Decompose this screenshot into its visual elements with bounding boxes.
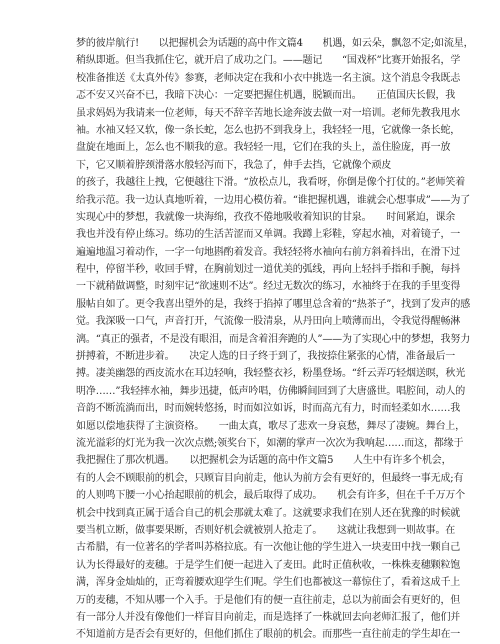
text-line: 搏。凄美幽怨的西皮流水在耳边轻响，我轻整衣衫，粉墨登场。“纤云弄巧轻烟送暝，秋光 bbox=[76, 368, 466, 380]
text-line: 的孩子，我越往上拽，它便越往下滑。“放松点儿，我看呀，你倒是像个打仗的。”老师笑着 bbox=[76, 177, 466, 189]
text-line: 遍遍地温习着动作，一字一句地斟酌着发音。我轻轻将水袖向右前方斜着抖出，在滑下过 bbox=[76, 246, 461, 258]
text-line: 满，浑身金灿灿的，正弯着腰欢迎学生们呢。学生们也都被这一幕惊住了，看着这成千上 bbox=[76, 577, 461, 589]
text-line: 实现心中的梦想，我就像一块海绵，孜孜不倦地吸收着知识的甘泉。 时间紧迫，课余 bbox=[76, 211, 456, 223]
text-line: 有的人会不顾眼前的机会，只顾盲目向前走，他认为前方会有更好的，但最终一事无成;有 bbox=[76, 472, 464, 484]
text-line: 明净……”我轻摔水袖，舞步迅捷，低声吟唱，仿佛瞬间回到了大唐盛世。唱腔间，动人的 bbox=[76, 385, 466, 397]
text-line: 的人则鸣下腰一小心抬起眼前的机会，最后取得了成功。 机会有许多，但在千千万万个 bbox=[76, 490, 465, 502]
text-line: 梦的彼岸航行! 以把握机会为话题的高中作文篇4 机遇，如云朵，飘忽不定;如流星， bbox=[76, 38, 474, 49]
text-line: 漓。“真正的强者，不是没有眼泪，而是含着泪奔跑的人”——为了实现心中的梦想，我努力 bbox=[76, 333, 471, 345]
text-line: 拼搏着，不断进步着。 决定人选的日子终于到了，我按捺住紧张的心情，准备最后一 bbox=[76, 351, 456, 363]
text-line: 音韵不断流淌而出，时而婉转悠扬，时而如泣如诉，时而高亢有力，时而轻柔如水……我 bbox=[76, 403, 461, 415]
text-line: 觉。我深吸一口气，声音打开，气流像一股清泉，从丹田向上喷薄而出，令我觉得醒畅淋 bbox=[76, 316, 461, 328]
text-line: 如愿以偿地获得了主演资格。 一曲太真，歌尽了悲欢一身哀愁，舞尽了凄婉。舞台上， bbox=[76, 420, 465, 432]
text-line: 万的麦穗，不知从哪一个入手。于是他们有的便一直往前走，总以为前面会有更好的，但 bbox=[76, 594, 461, 606]
text-line: 袖。水袖又轻又软，像一条长蛇，怎么也扔不到我身上，我轻轻一甩，它就像一条长蛇， bbox=[76, 124, 461, 136]
text-line: 校准备推送《太真外传》参赛，老师决定在我和小衣中挑选一名主演。这个消息令我既忐 bbox=[76, 72, 461, 84]
essay-text-block bbox=[76, 35, 474, 644]
text-line: 下，它又顺着脖颈滑落水般轻泻而下，我急了，伸手去挡，它就像个顽皮 bbox=[76, 159, 392, 171]
text-line: 一下就稍做调整，时刻牢记“欲速则不达”。经过无数次的练习，水袖终于在我的手里变得 bbox=[76, 281, 461, 293]
text-line: 流光溢彩的灯光为我一次次点燃;领奖台下，如潮的掌声一次次为我响起……而这，都缘于 bbox=[76, 437, 464, 449]
text-line: 盘旋在地面上，怎么也不顺我的意。我轻轻一甩，它们在我的头上，盖住脸庞，再一放 bbox=[76, 142, 451, 154]
text-line: 给我示范。我一边认真地听着，一边用心模仿着。“谁把握机遇，谁就会心想事成”——为了 bbox=[76, 194, 471, 206]
text-line: 程中，停留半秒，收回手臂，在胸前划过一道优美的弧线，再向上轻抖手指和手腕，每抖 bbox=[76, 264, 461, 276]
text-line: 古希腊，有一位著名的学者叫苏格拉底。有一次他让他的学生进入一块麦田中找一颗自己 bbox=[76, 542, 461, 554]
text-line: 我也并没有停止练习。练功的生活苦涩而又单调。我蹲上彩鞋，穿起水袖，对着镜子，一 bbox=[76, 229, 461, 241]
text-line: 服帖自如了。更令我喜出望外的是，我终于掐掉了哪里总含着的“热茶子”，找到了发声的感 bbox=[76, 298, 471, 310]
text-line: 机会中找到真正属于适合自己的机会那就太难了。这就要求我们在别人还在犹豫的时候就 bbox=[76, 507, 461, 519]
text-line: 要当机立断，做事要果断，否则好机会就被别人抢走了。 这就让我想到一则故事。在 bbox=[76, 524, 456, 536]
text-line: 我把握住了那次机遇。 以把握机会为话题的高中作文篇5 人生中有许多个机会， bbox=[76, 455, 452, 467]
text-line: 认为长得最好的麦穗。于是学生们便一起进入了麦田。此时正值秋收，一株株麦穗颗粒饱 bbox=[76, 559, 461, 571]
text-line: 不知道前方是否会有更好的，但他们抓住了眼前的机会。而那些一直往前走的学生却在一 bbox=[76, 629, 461, 641]
text-line: 稍纵即逝。但当我抓住它，就开启了成功之门。——题记 “国戏杯”比赛开始报名，学 bbox=[76, 55, 461, 67]
text-line: 有一部分人并没有像他们一样盲目向前走，而是选择了一株就回去向老师汇报了，他们并 bbox=[76, 611, 461, 623]
text-line: 虽求妈妈为我请来一位老师，每天不辞辛苦地长途奔波去做一对一培训。老师先教我甩水 bbox=[76, 107, 461, 119]
text-line: 忑不安又兴奋不已，我暗下决心：一定要把握住机遇，脱颖而出。 正值国庆长假，我 bbox=[76, 90, 456, 102]
